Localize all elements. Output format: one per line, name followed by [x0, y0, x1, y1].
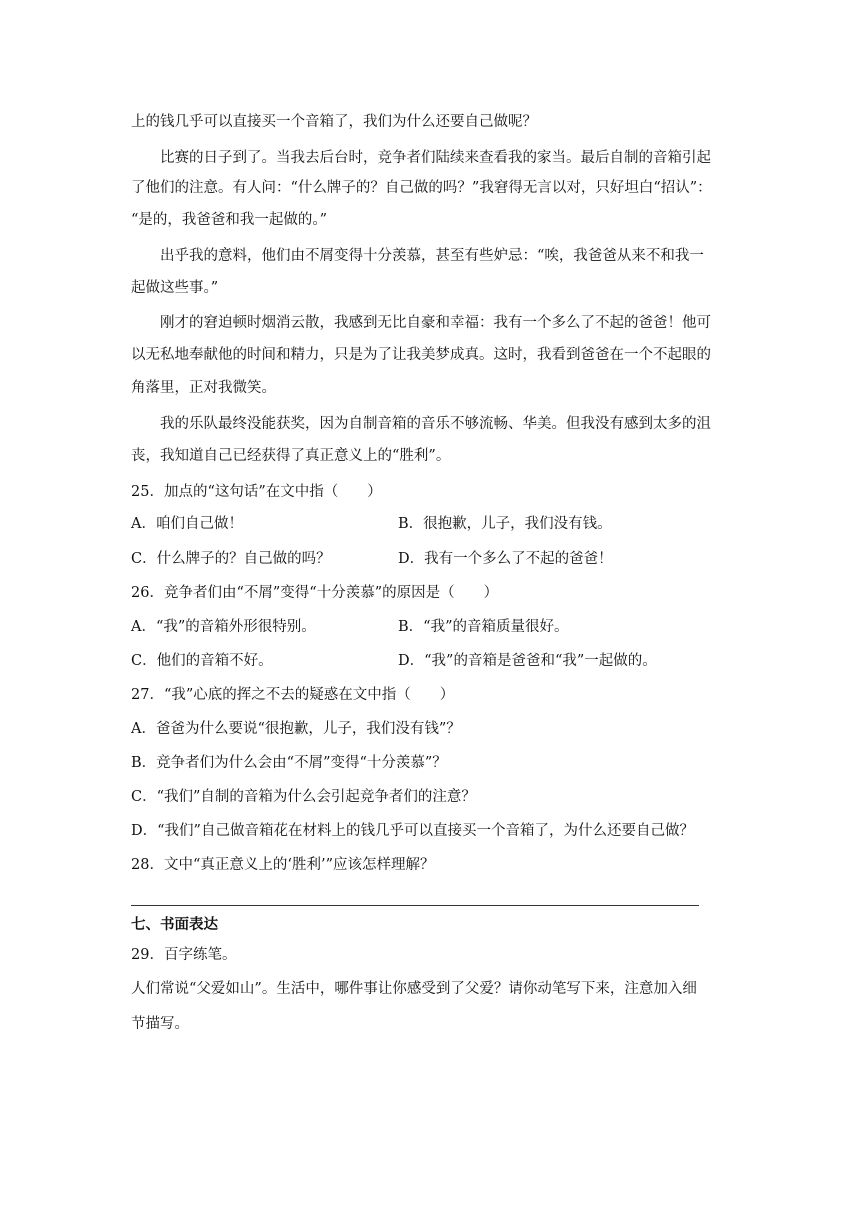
question-27-stem: 27．“我”心底的挥之不去的疑惑在文中指（ ）	[131, 687, 455, 703]
question-26-option-d: D．“我”的音箱是爸爸和“我”一起做的。	[398, 653, 657, 669]
passage-line: 出乎我的意料，他们由不屑变得十分羡慕，甚至有些妒忌：“唉，我爸爸从来不和我一	[160, 248, 704, 264]
passage-line: 起做这些事。”	[131, 280, 219, 296]
question-27-option-b: B．竞争者们为什么会由“不屑”变得“十分羡慕”？	[131, 755, 447, 771]
passage-line: 上的钱几乎可以直接买一个音箱了，我们为什么还要自己做呢？	[131, 114, 537, 130]
passage-line: 比赛的日子到了。当我去后台时，竞争者们陆续来查看我的家当。最后自制的音箱引起	[160, 150, 711, 166]
passage-line: “是的，我爸爸和我一起做的。”	[131, 212, 328, 228]
question-25-option-d: D．我有一个多么了不起的爸爸！	[398, 551, 613, 567]
question-26-option-c: C．他们的音箱不好。	[131, 653, 273, 669]
section-title: 七、书面表达	[131, 917, 218, 933]
passage-line: 角落里，正对我微笑。	[131, 380, 276, 396]
passage-line: 以无私地奉献他的时间和精力，只是为了让我美梦成真。这时，我看到爸爸在一个不起眼的	[131, 347, 711, 363]
question-27-option-d: D．“我们”自己做音箱花在材料上的钱几乎可以直接买一个音箱了，为什么还要自己做？	[131, 823, 694, 839]
question-27-option-a: A．爸爸为什么要说“很抱歉，儿子，我们没有钱”？	[131, 721, 461, 737]
question-29-prompt-line: 人们常说“父爱如山”。生活中，哪件事让你感受到了父爱？请你动笔写下来，注意加入细	[131, 981, 697, 997]
answer-line[interactable]	[131, 905, 699, 906]
question-25-option-b: B．很抱歉，儿子，我们没有钱。	[398, 516, 612, 532]
question-28-stem: 28．文中“真正意义上的‘胜利’”应该怎样理解？	[131, 857, 435, 873]
question-29-prompt-line: 节描写。	[131, 1016, 189, 1032]
question-25-stem: 25．加点的“这句话”在文中指（ ）	[131, 484, 382, 500]
passage-line: 刚才的窘迫顿时烟消云散，我感到无比自豪和幸福：我有一个多么了不起的爸爸！他可	[160, 315, 711, 331]
question-26-option-a: A．“我”的音箱外形很特别。	[131, 619, 316, 635]
question-25-option-a: A．咱们自己做！	[131, 516, 243, 532]
passage-line: 我的乐队最终没能获奖，因为自制音箱的音乐不够流畅、华美。但我没有感到太多的沮	[160, 416, 711, 432]
question-29-stem: 29．百字练笔。	[131, 947, 237, 963]
passage-line: 丧，我知道自己已经获得了真正意义上的“胜利”。	[131, 448, 451, 464]
question-27-option-c: C．“我们”自制的音箱为什么会引起竞争者们的注意？	[131, 789, 476, 805]
question-26-option-b: B．“我”的音箱质量很好。	[398, 619, 569, 635]
passage-line: 了他们的注意。有人问：“什么牌子的？自己做的吗？”我窘得无言以对，只好坦白“招认”：	[131, 180, 712, 196]
question-25-option-c: C．什么牌子的？自己做的吗？	[131, 551, 331, 567]
question-26-stem: 26．竞争者们由“不屑”变得“十分羡慕”的原因是（ ）	[131, 585, 499, 601]
